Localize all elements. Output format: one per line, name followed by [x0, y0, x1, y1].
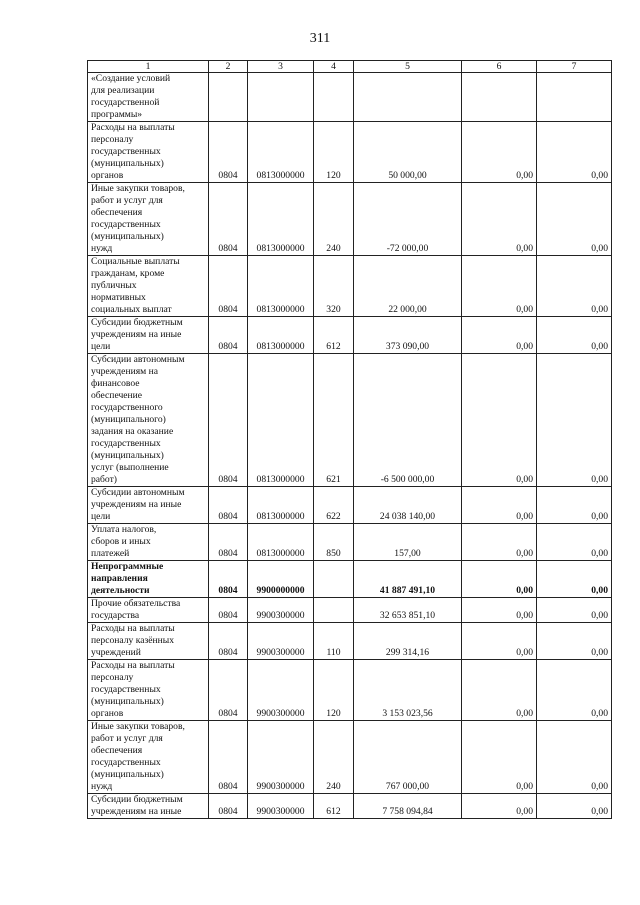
amount-cell	[354, 73, 462, 122]
amount-cell: 7 758 094,84	[354, 794, 462, 819]
header-col-3: 3	[248, 61, 314, 73]
expense-type-code-cell: 612	[314, 794, 354, 819]
amount-col-6-cell: 0,00	[462, 598, 537, 623]
target-article-code-cell: 9900300000	[248, 660, 314, 721]
amount-col-7-cell: 0,00	[537, 354, 612, 487]
expense-type-code-cell: 850	[314, 524, 354, 561]
row-name-cell: Социальные выплаты гражданам, кроме публичных нормативных социальных выплат	[88, 256, 209, 317]
target-article-code-cell: 9900300000	[248, 623, 314, 660]
target-article-code-cell: 0813000000	[248, 354, 314, 487]
row-name-cell: Расходы на выплаты персоналу государственных (муниципальных) органов	[88, 660, 209, 721]
amount-cell: 157,00	[354, 524, 462, 561]
table-row	[88, 623, 612, 660]
row-name-cell: Непрограммные направления деятельности	[88, 561, 209, 598]
target-article-code-cell: 9900300000	[248, 598, 314, 623]
table-row	[88, 256, 612, 317]
amount-col-7-cell: 0,00	[537, 623, 612, 660]
amount-cell: 32 653 851,10	[354, 598, 462, 623]
amount-col-6-cell: 0,00	[462, 183, 537, 256]
section-code-cell	[209, 73, 248, 122]
target-article-code-cell: 9900300000	[248, 721, 314, 794]
header-col-1: 1	[88, 61, 209, 73]
budget-table	[87, 60, 612, 819]
header-col-6: 6	[462, 61, 537, 73]
amount-cell: 22 000,00	[354, 256, 462, 317]
amount-cell: 299 314,16	[354, 623, 462, 660]
amount-col-7-cell: 0,00	[537, 794, 612, 819]
table-row	[88, 561, 612, 598]
amount-col-7-cell: 0,00	[537, 721, 612, 794]
table-row	[88, 524, 612, 561]
row-name-cell: Субсидии бюджетным учреждениям на иные цели	[88, 317, 209, 354]
header-col-7: 7	[537, 61, 612, 73]
expense-type-code-cell: 120	[314, 660, 354, 721]
amount-col-6-cell: 0,00	[462, 561, 537, 598]
target-article-code-cell: 0813000000	[248, 524, 314, 561]
target-article-code-cell: 0813000000	[248, 256, 314, 317]
section-code-cell: 0804	[209, 487, 248, 524]
expense-type-code-cell	[314, 73, 354, 122]
amount-cell: 373 090,00	[354, 317, 462, 354]
target-article-code-cell: 9900000000	[248, 561, 314, 598]
table-row	[88, 487, 612, 524]
expense-type-code-cell: 120	[314, 122, 354, 183]
row-name-cell: Расходы на выплаты персоналу государственных (муниципальных) органов	[88, 122, 209, 183]
amount-col-6-cell: 0,00	[462, 317, 537, 354]
expense-type-code-cell	[314, 561, 354, 598]
amount-col-6-cell: 0,00	[462, 524, 537, 561]
section-code-cell: 0804	[209, 183, 248, 256]
amount-col-7-cell	[537, 73, 612, 122]
section-code-cell: 0804	[209, 623, 248, 660]
row-name-cell: Уплата налогов, сборов и иных платежей	[88, 524, 209, 561]
amount-col-7-cell: 0,00	[537, 524, 612, 561]
target-article-code-cell: 0813000000	[248, 122, 314, 183]
section-code-cell: 0804	[209, 524, 248, 561]
header-row	[88, 61, 612, 73]
amount-col-6-cell	[462, 73, 537, 122]
row-name-cell: Иные закупки товаров, работ и услуг для обеспечения государственных (муниципальных) нужд	[88, 721, 209, 794]
section-code-cell: 0804	[209, 794, 248, 819]
expense-type-code-cell: 110	[314, 623, 354, 660]
table-row	[88, 354, 612, 487]
target-article-code-cell: 0813000000	[248, 183, 314, 256]
expense-type-code-cell: 320	[314, 256, 354, 317]
amount-cell: 3 153 023,56	[354, 660, 462, 721]
section-code-cell: 0804	[209, 561, 248, 598]
section-code-cell: 0804	[209, 721, 248, 794]
section-code-cell: 0804	[209, 354, 248, 487]
row-name-cell: Субсидии бюджетным учреждениям на иные	[88, 794, 209, 819]
table-row	[88, 598, 612, 623]
target-article-code-cell	[248, 73, 314, 122]
amount-col-7-cell: 0,00	[537, 317, 612, 354]
section-code-cell: 0804	[209, 122, 248, 183]
amount-col-7-cell: 0,00	[537, 183, 612, 256]
table-row	[88, 73, 612, 122]
expense-type-code-cell: 240	[314, 721, 354, 794]
amount-col-6-cell: 0,00	[462, 354, 537, 487]
amount-col-6-cell: 0,00	[462, 794, 537, 819]
amount-cell: 41 887 491,10	[354, 561, 462, 598]
amount-col-6-cell: 0,00	[462, 256, 537, 317]
amount-col-6-cell: 0,00	[462, 122, 537, 183]
table-row	[88, 317, 612, 354]
table-row	[88, 122, 612, 183]
amount-col-7-cell: 0,00	[537, 598, 612, 623]
row-name-cell: Субсидии автономным учреждениям на финансовое обеспечение государственного (муниципального) задания на оказание государственных (муниципальных) услуг (выполнение работ)	[88, 354, 209, 487]
row-name-cell: «Создание условий для реализации государственной программы»	[88, 73, 209, 122]
amount-col-6-cell: 0,00	[462, 623, 537, 660]
target-article-code-cell: 9900300000	[248, 794, 314, 819]
expense-type-code-cell: 240	[314, 183, 354, 256]
target-article-code-cell: 0813000000	[248, 487, 314, 524]
expense-type-code-cell: 621	[314, 354, 354, 487]
header-col-4: 4	[314, 61, 354, 73]
header-col-2: 2	[209, 61, 248, 73]
table-row	[88, 721, 612, 794]
row-name-cell: Субсидии автономным учреждениям на иные цели	[88, 487, 209, 524]
section-code-cell: 0804	[209, 598, 248, 623]
header-col-5: 5	[354, 61, 462, 73]
table-row	[88, 660, 612, 721]
table-row	[88, 794, 612, 819]
amount-cell: 50 000,00	[354, 122, 462, 183]
section-code-cell: 0804	[209, 660, 248, 721]
expense-type-code-cell	[314, 598, 354, 623]
amount-col-6-cell: 0,00	[462, 721, 537, 794]
amount-col-7-cell: 0,00	[537, 561, 612, 598]
section-code-cell: 0804	[209, 256, 248, 317]
section-code-cell: 0804	[209, 317, 248, 354]
page-number: 311	[309, 31, 331, 46]
expense-type-code-cell: 612	[314, 317, 354, 354]
amount-cell: -72 000,00	[354, 183, 462, 256]
expense-type-code-cell: 622	[314, 487, 354, 524]
amount-cell: -6 500 000,00	[354, 354, 462, 487]
row-name-cell: Прочие обязательства государства	[88, 598, 209, 623]
table-body	[88, 73, 612, 819]
amount-col-7-cell: 0,00	[537, 487, 612, 524]
amount-cell: 767 000,00	[354, 721, 462, 794]
amount-col-7-cell: 0,00	[537, 660, 612, 721]
amount-col-7-cell: 0,00	[537, 256, 612, 317]
row-name-cell: Расходы на выплаты персоналу казённых учреждений	[88, 623, 209, 660]
amount-col-6-cell: 0,00	[462, 487, 537, 524]
row-name-cell: Иные закупки товаров, работ и услуг для обеспечения государственных (муниципальных) нужд	[88, 183, 209, 256]
amount-col-7-cell: 0,00	[537, 122, 612, 183]
table-row	[88, 183, 612, 256]
amount-cell: 24 038 140,00	[354, 487, 462, 524]
target-article-code-cell: 0813000000	[248, 317, 314, 354]
amount-col-6-cell: 0,00	[462, 660, 537, 721]
